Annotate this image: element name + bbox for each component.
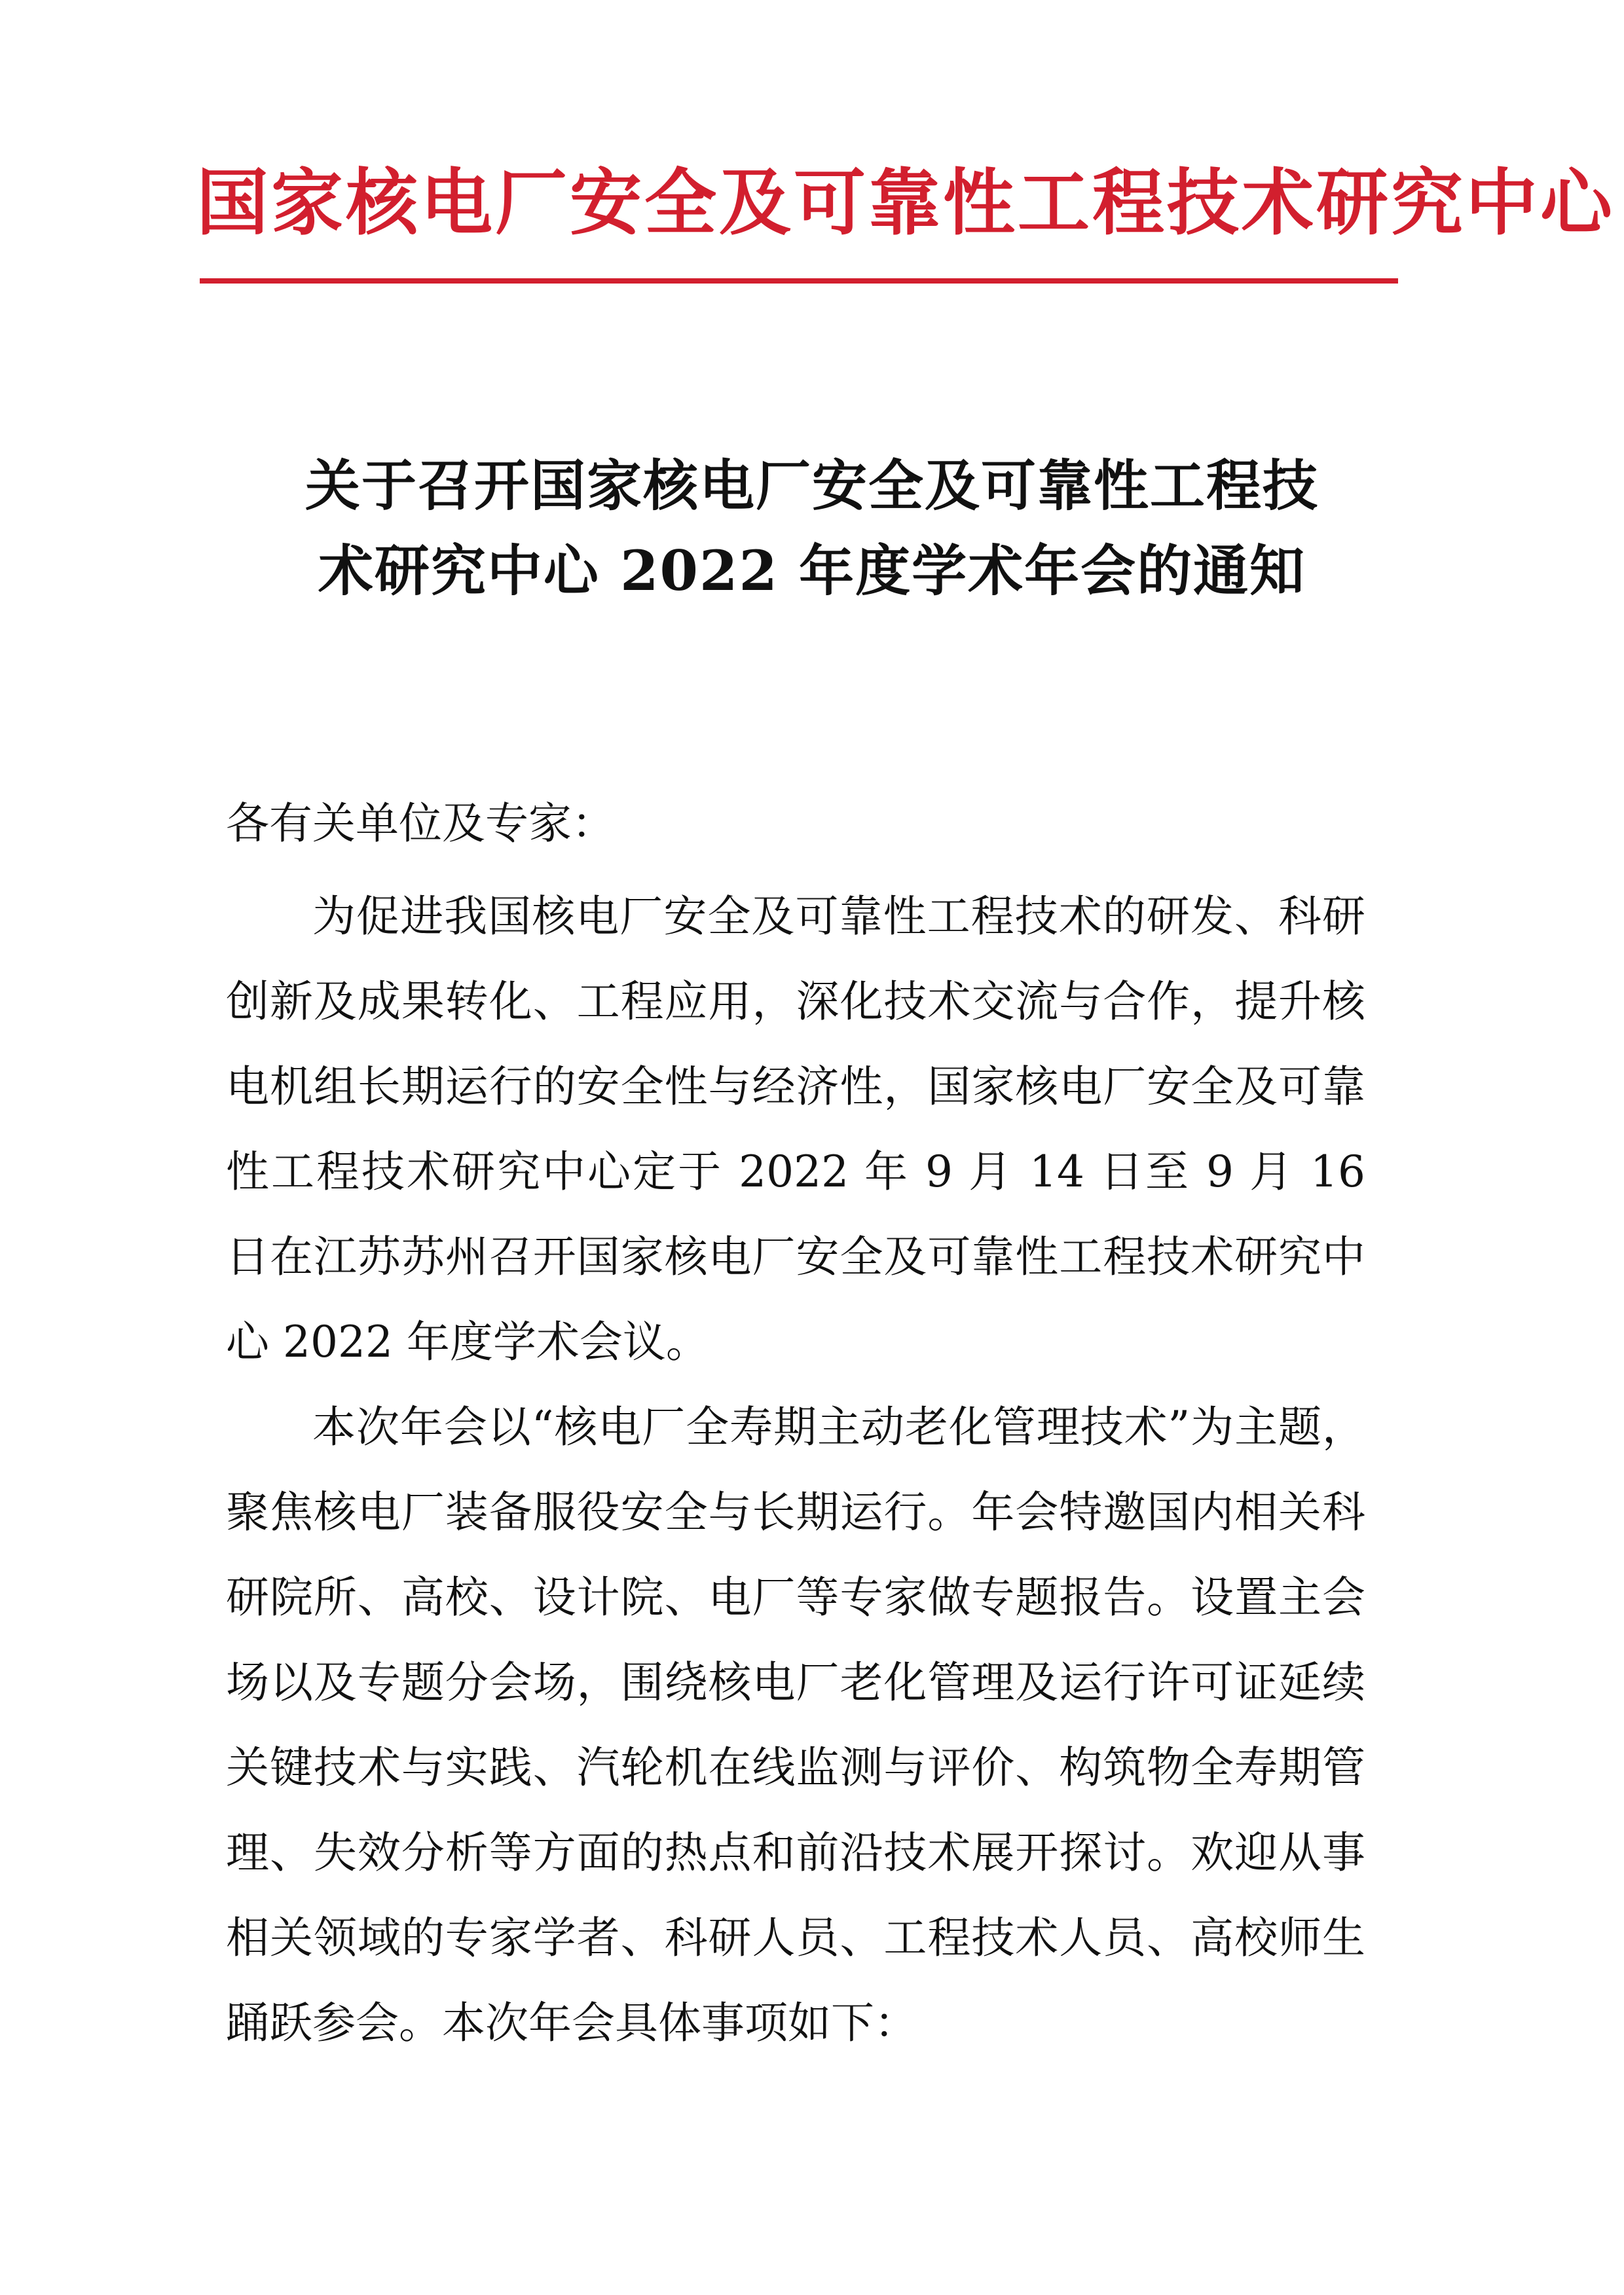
salutation: 各有关单位及专家： xyxy=(226,798,615,849)
letterhead-title: 国家核电厂安全及可靠性工程技术研究中心 xyxy=(196,160,1615,245)
notice-title-line-1: 关于召开国家核电厂安全及可靠性工程技 xyxy=(304,453,1319,518)
letterhead-red-rule xyxy=(200,278,1398,284)
body-paragraph-2: 本次年会以“核电厂全寿期主动老化管理技术”为主题，聚焦核电厂装备服役安全与长期运行。年会特邀国内相关科研院所、高校、设计院、电厂等专家做专题报告。设置主会场以及专题分会场，围绕核电厂老化管理及运行许可证延续关键技术与实践、汽轮机在线监测与评价、构筑物全寿期管理、失效分析等方面的热点和前沿技术展开探讨。欢迎从事相关领域的专家学者、科研人员、工程技术人员、高校师生踊跃参会。本次年会具体事项如下： xyxy=(226,1402,1365,2048)
notice-title-line-2: 术研究中心 2022 年度学术年会的通知 xyxy=(318,538,1306,603)
body-paragraph-1: 为促进我国核电厂安全及可靠性工程技术的研发、科研创新及成果转化、工程应用，深化技术交流与合作，提升核电机组长期运行的安全性与经济性，国家核电厂安全及可靠性工程技术研究中心定于 2022 年 9 月 14 日至 9 月 16 日在江苏苏州召开国家核电厂安全及可靠性工程技术研究中心 2022 年度学术会议。 xyxy=(226,891,1365,1367)
